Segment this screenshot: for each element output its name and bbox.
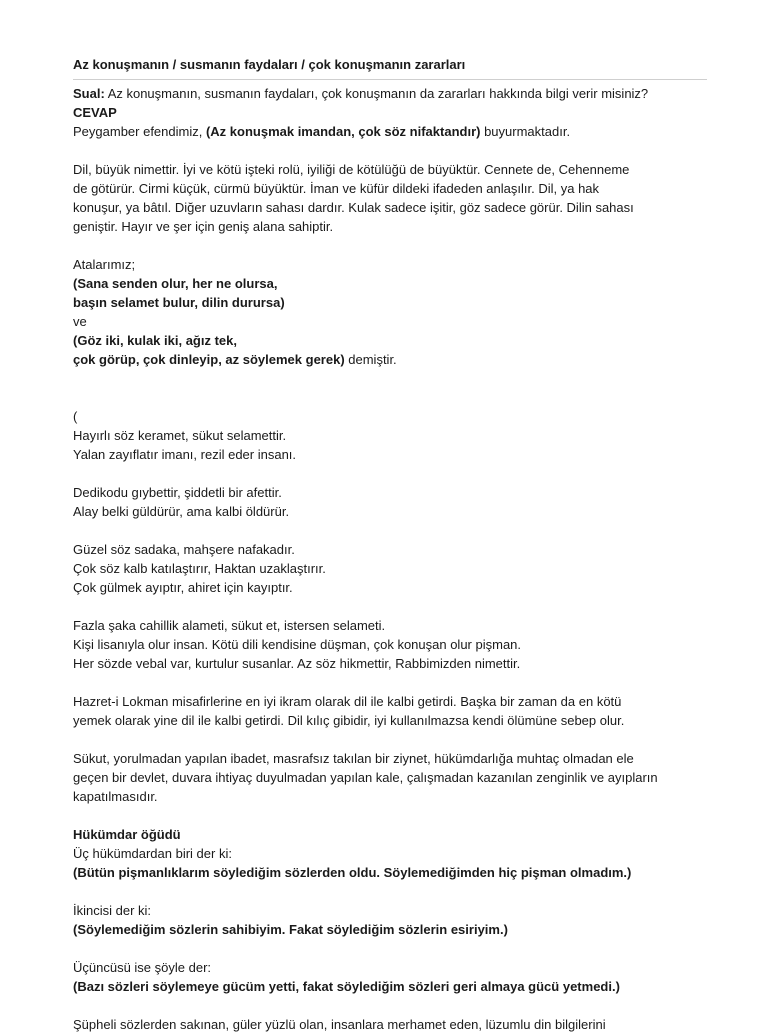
text-line: Dil, büyük nimettir. İyi ve kötü işteki rolü, iyiliği de kötülüğü de büyüktür. Cennete de, Cehenneme	[73, 162, 630, 177]
hadith-line	[73, 122, 707, 141]
text-line: geçen bir devlet, duvara ihtiyaç duyulmadan yapılan kale, çalışmadan kazanılan zenginlik ve ayıpların	[73, 770, 658, 785]
question-line	[73, 84, 707, 103]
document-title: Az konuşmanın / susmanın faydaları / çok konuşmanın zararları	[73, 57, 466, 72]
text-line: yemek olarak yine dil ile kalbi getirdi. Dil kılıç gibidir, iyi kullanılmazsa kendi ölümüne sebep olur.	[73, 713, 625, 728]
ruler-intro: Üçüncüsü ise şöyle der:	[73, 960, 212, 975]
text-line: Sükut, yorulmadan yapılan ibadet, masrafsız takılan bir ziynet, hükümdarlığa muhtaç olmadan ele	[73, 751, 634, 766]
poem-line: (Göz iki, kulak iki, ağız tek,	[73, 333, 237, 348]
ancestors-intro: Atalarımız;	[73, 257, 136, 272]
ruler-quote: (Bazı sözleri söylemeye gücüm yetti, fakat söylediğim sözleri geri almaya gücü yetmedi.)	[73, 979, 620, 994]
verse-line: Yalan zayıflatır imanı, rezil eder insanı.	[73, 447, 297, 462]
poem-line: (Sana senden olur, her ne olursa,	[73, 276, 278, 291]
text-line: konuşur, ya bâtıl. Diğer uzuvların sahası dardır. Kulak sadece işitir, göz sadece görür. Dilin sahası	[73, 200, 634, 215]
ruler-intro: İkincisi der ki:	[73, 903, 152, 918]
poem-line: başın selamet bulur, dilin durursa)	[73, 295, 285, 310]
section-heading: Hükümdar öğüdü	[73, 827, 181, 842]
open-parenthesis: (	[73, 409, 78, 424]
ancestors-section	[73, 255, 707, 369]
answer-label: CEVAP	[73, 105, 117, 120]
verse-line: Dedikodu gıybettir, şiddetli bir afettir.	[73, 485, 282, 500]
hadith-after: buyurmaktadır.	[480, 124, 571, 139]
ruler-quote: (Söylemediğim sözlerin sahibiyim. Fakat söylediğim sözlerin esiriyim.)	[73, 922, 508, 937]
ruler-quote: (Bütün pişmanlıklarım söylediğim sözlerden oldu. Söylemediğimden hiç pişman olmadım.)	[73, 865, 632, 880]
text-line: kapatılmasıdır.	[73, 789, 158, 804]
question-label: Sual:	[73, 86, 105, 101]
verse-line: Çok söz kalb katılaştırır, Haktan uzaklaştırır.	[73, 561, 326, 576]
ruler-intro: Üç hükümdardan biri der ki:	[73, 846, 232, 861]
verse-line: Alay belki güldürür, ama kalbi öldürür.	[73, 504, 290, 519]
document-page	[73, 55, 707, 1034]
connector-text: ve	[73, 314, 87, 329]
poem-line	[73, 350, 707, 369]
text-line: Hazret-i Lokman misafirlerine en iyi ikram olarak dil ile kalbi getirdi. Başka bir zaman da en kötü	[73, 694, 622, 709]
text-line: de götürür. Cirmi küçük, cürmü büyüktür. İman ve küfür dildeki ifadeden anlaşılır. Dil, ya hak	[73, 181, 600, 196]
verse-line: Güzel söz sadaka, mahşere nafakadır.	[73, 542, 295, 557]
verse-line: Fazla şaka cahillik alameti, sükut et, istersen selameti.	[73, 618, 386, 633]
title-divider	[73, 79, 707, 80]
rulers-section	[73, 825, 707, 996]
text-line: Şüpheli sözlerden sakınan, güler yüzlü olan, insanlara merhamet eden, lüzumlu din bilgilerini	[73, 1017, 606, 1032]
verse-line: Hayırlı söz keramet, sükut selamettir.	[73, 428, 287, 443]
paragraph-tongue	[73, 160, 707, 236]
hadith-quote: (Az konuşmak imandan, çok söz nifaktandır)	[205, 124, 481, 139]
verse-line: Her sözde vebal var, kurtulur susanlar. Az söz hikmettir, Rabbimizden nimettir.	[73, 656, 521, 671]
verse-line: Kişi lisanıyla olur insan. Kötü dili kendisine düşman, çok konuşan olur pişman.	[73, 637, 522, 652]
question-text: Az konuşmanın, susmanın faydaları, çok konuşmanın da zararları hakkında bilgi verir misiniz?	[104, 86, 649, 101]
poem-bold: çok görüp, çok dinleyip, az söylemek gerek)	[73, 352, 345, 367]
verse-line: Çok gülmek ayıptır, ahiret için kayıptır.	[73, 580, 293, 595]
hadith-before: Peygamber efendimiz,	[73, 124, 206, 139]
poem-after: demiştir.	[344, 352, 397, 367]
text-line: geniştir. Hayır ve şer için geniş alana sahiptir.	[73, 219, 334, 234]
